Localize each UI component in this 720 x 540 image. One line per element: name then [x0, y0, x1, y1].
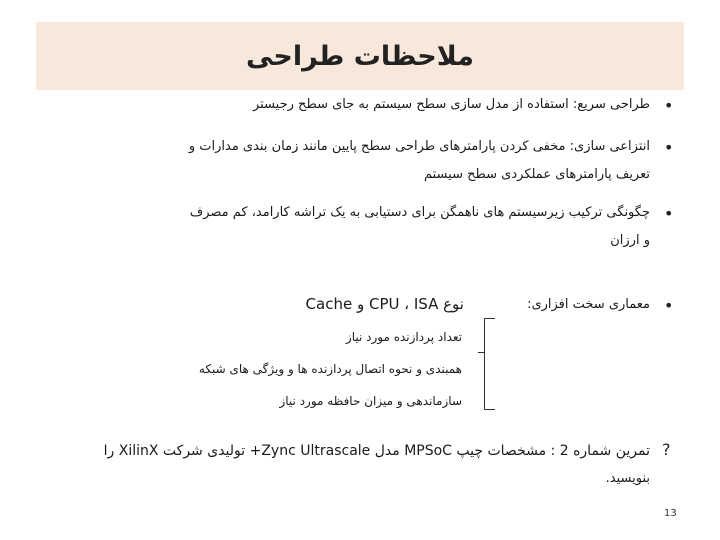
page-number: 13 — [664, 508, 677, 519]
bullet-text-2-line1: انتزاعی سازی: مخفی کردن پارامترهای طراحی سطح پایین مانند زمان بندی مدارات و — [188, 139, 650, 154]
exercise-text-line1: تمرین شماره 2 : مشخصات چیپ MPSoC مدل Zync Ultrascale+ تولیدی شرکت XilinX را — [103, 443, 650, 459]
hardware-architecture-label: معماری سخت افزاری: — [527, 297, 650, 312]
bullet-dot-4: • — [664, 296, 674, 315]
bullet-text-2-line2: تعریف پارامترهای عملکردی سطح سیستم — [423, 167, 650, 182]
sub-item-processor-count: تعداد پردازنده مورد نیاز — [345, 330, 462, 344]
slide-title: ملاحظات طراحی — [246, 40, 474, 72]
bullet-text-3-line1: چگونگی ترکیب زیرسیستم های ناهمگن برای دستیابی به یک تراشه کارامد، کم مصرف — [189, 205, 650, 220]
bullet-dot-2: • — [664, 138, 674, 157]
question-mark-icon: ? — [662, 440, 671, 459]
exercise-text-line2: بنویسید. — [605, 471, 650, 486]
bullet-dot-3: • — [664, 204, 674, 223]
sub-item-topology-network: همبندی و نحوه اتصال پردازنده ها و ویژگی های شبکه — [198, 362, 462, 376]
bullet-text-1: طراحی سریع: استفاده از مدل سازی سطح سیستم به جای سطح رجیستر — [252, 97, 650, 112]
slide-title-banner — [36, 22, 684, 90]
bullet-text-3-line2: و ارزان — [610, 233, 650, 248]
bullet-dot-1: • — [664, 96, 674, 115]
sub-item-memory-organization: سازماندهی و میزان حافظه مورد نیاز — [279, 394, 462, 408]
sub-items-bracket-tick — [478, 352, 484, 353]
sub-item-cpu-isa-cache: نوع CPU ، ISA و Cache — [305, 295, 464, 313]
sub-items-bracket — [484, 318, 495, 410]
